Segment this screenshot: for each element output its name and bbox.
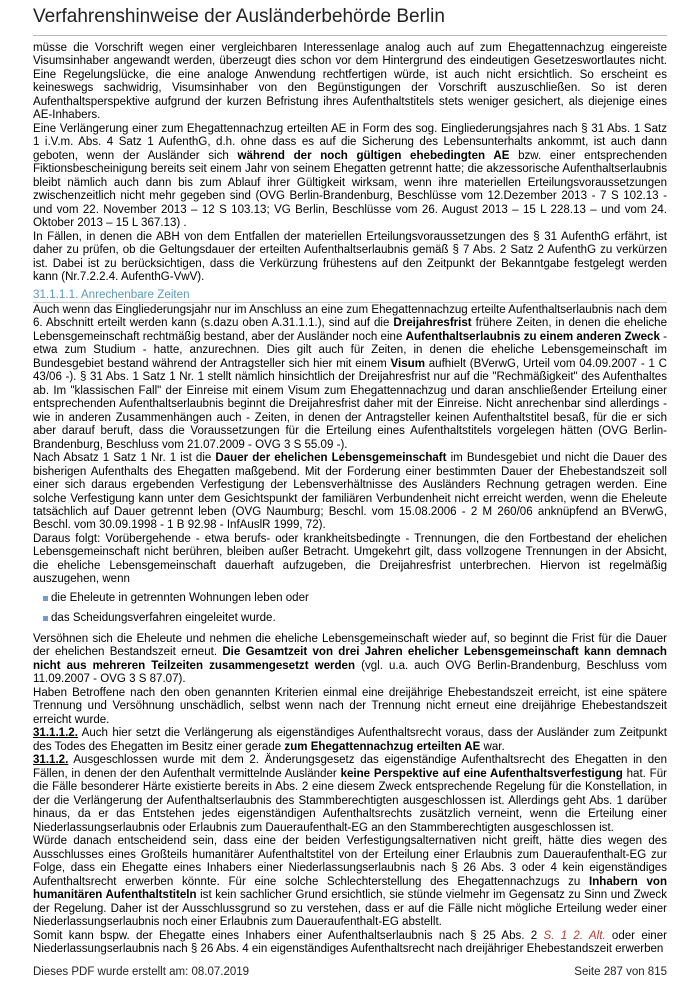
text-run: Auch hier setzt die Verlängerung als eigenständiges Aufenthaltsrecht voraus, dass der Ausländer zum Zeitpunkt des Todes des Ehegatten im Besitz einer gerade <box>33 727 667 753</box>
paragraph <box>33 754 667 835</box>
bold-text: zum Ehegattennachzug erteilten AE <box>284 740 481 753</box>
text-run: bzw. einer entsprechenden Fiktionsbescheinigung bereits seit einem Jahr von seinem Ehegatten getrennt hatte; die akzessorische Aufenthaltserlaubnis bleibt nämlich auch dann bis zum Ablauf ihrer Gültigkeit wirksam, wenn ihre materiellen Erteilungsvoraussetzungen zwischenzeitlich nicht mehr gegeben sind (OVG Berlin-Brandenburg, Beschlüsse vom 12.Dezember 2013 - 7 S 102.13 - und vom 22. November 2013 – 12 S 103.13; VG Berlin, Beschlüsse vom 26. August 2013 – 15 L 228.13 – und vom 24. Oktober 2013 – 15 L 367.13) . <box>33 149 668 230</box>
footer-page-number: Seite 287 von 815 <box>574 966 667 978</box>
highlighted-text: S. 1 2. Alt. <box>543 929 606 942</box>
paragraph <box>33 727 667 754</box>
list-item <box>43 592 667 605</box>
text-run: im Bundesgebiet und nicht die Dauer des bisherigen Aufenthalts des Ehegatten maßgebend. Mit der Forderung einer bestimmten Dauer der Ehebestandszeit soll einer sich daraus ergebenden Verfestigung der Lebensverhältnisse des Ausländers Rechnung getragen werden. Eine solche Verfestigung kann unter dem Gesichtspunkt der familiären Verbundenheit nicht erreicht werden, wenn die Eheleute tatsächlich auf Dauer getrennt leben (OVG Naumburg; Beschl. vom 15.08.2006 - 2 M 260/06 anknüpfend an BVerwG, Beschl. vom 30.09.1998 - 1 B 92.98 - InfAuslR 1999, 72). <box>33 452 667 532</box>
text-run: hat. Für die Fälle besonderer Härte existierte bereits in Abs. 2 eine diesem Zweck entsprechende Regelung für die Konstellation, in der die Verlängerung der Aufenthaltserlaubnis des Stammberechtigten ausgeschlossen ist. Allerdings geht Abs. 1 darüber hinaus, da er das Entstehen jedes eigenständigen Aufenthaltsrechts zusätzlich verneint, wenn die Erteilung einer Niederlassungserlaubnis oder Erlaubnis zum Daueraufenthalt-EG an den Stammberechtigten ausgeschlossen ist. <box>33 767 667 834</box>
text-run: oder einer Niederlassungserlaubnis nach § 26 Abs. 4 ein eigenständiges Aufenthaltsrecht nach dreijähriger Ehebestandszeit erwerben <box>33 929 667 955</box>
text-run: war. <box>480 740 505 753</box>
document-body <box>33 42 667 956</box>
text-run: - etwa zum Studium - hatte, anzurechnen. Dies gilt auch für Zeiten, in denen die eheliche Lebensgemeinschaft im Bundesgebiet bestand während der Antragsteller sich hier mit einem <box>33 330 668 370</box>
bullet-square-icon <box>43 596 48 601</box>
section-number: 31.1.1.2. <box>33 727 78 740</box>
text-run: Versöhnen sich die Eheleute und nehmen die eheliche Lebensgemeinschaft wieder auf, so beginnt die Frist für die Dauer der ehelichen Bestandszeit erneut. <box>33 632 667 659</box>
bullet-list <box>33 592 667 626</box>
list-item-text: die Eheleute in getrennten Wohnungen leben oder <box>51 591 309 604</box>
paragraph <box>33 452 667 533</box>
text-run: Eine Verlängerung einer zum Ehegattennachzug erteilten AE in Form des sog. Eingliederungsjahres nach § 31 Abs. 1 Satz 1 i.V.m. Abs. 4 Satz 1 AufenthG, d.h. ohne dass es auf die Sicherung des Lebensunterhalts ankommt, ist auch dann geboten, wenn der Ausländer sich <box>33 122 667 162</box>
paragraph <box>33 123 667 231</box>
text-run: Würde danach entscheidend sein, dass eine der beiden Verfestigungsalternativen nicht greift, hätte dies wegen des Ausschlusses eines Großteils humanitärer Aufenthaltstitel von der Erteilung einer Erlaubnis zum Daueraufenthalt-EG zur Folge, dass ein Ehegatte eines Inhabers einer Niederlassungserlaubnis nach § 26 Abs. 3 oder 4 kein eigenständiges Aufenthaltsrecht erwerben könnte. Für eine solche Schlechterstellung des Ehegattennachzugs zu <box>33 835 667 888</box>
bold-text: Dreijahresfrist <box>393 317 472 330</box>
text-run: Auch wenn das Eingliederungsjahr nur im Anschluss an eine zum Ehegattennachzug erteilte Aufenthaltserlaubnis nach dem 6. Abschnitt erteilt werden kann (s.dazu oben A.31.1.1.), sind auf die <box>33 303 667 330</box>
document-page <box>33 0 667 990</box>
paragraph: müsse die Vorschrift wegen einer vergleichbaren Interessenlage analog auch auf zum Ehegattennachzug eingereiste Visumsinhaber angewandt werden, überzeugt dies schon vor dem Hintergrund des eindeutigen Gesetzeswortlautes nicht. Eine Regelungslücke, die eine analoge Anwendung rechtfertigen würde, ist auch nicht ersichtlich. So erscheint es keineswegs sachwidrig, Visumsinhaber von den Begünstigungen der Vorschrift auszuschließen. So ist deren Aufenthaltsperspektive aufgrund der kurzen Befristung ihres Aufenthaltstitels stets weniger gesichert, als diejenige eines AE-Inhabers. <box>33 42 667 122</box>
paragraph <box>33 304 667 452</box>
text-run: Somit kann bspw. der Ehegatte eines Inhabers einer Aufenthaltserlaubnis nach § 25 Abs. 2 <box>33 929 544 942</box>
text-run: ist kein sachlicher Grund ersichtlich, sie stünde vielmehr im Gegensatz zu Sinn und Zweck der Regelung. Daher ist der Ausschlussgrund so zu verstehen, dass er auf die Fälle nicht mögliche Erteilung weder einer Niederlassungserlaubnis noch einer Erlaubnis zum Daueraufenthalt-EG abstellt. <box>33 889 667 929</box>
paragraph <box>33 633 667 687</box>
bold-text: Aufenthaltserlaubnis zu einem anderen Zweck <box>405 330 660 343</box>
text-run: (vgl. u.a. auch OVG Berlin-Brandenburg, Beschluss vom 11.09.2007 - OVG 3 S 87.07). <box>33 659 668 686</box>
header-divider <box>33 35 667 36</box>
list-item <box>43 612 667 625</box>
section-number: 31.1.2. <box>33 754 69 767</box>
text-run: frühere Zeiten, in denen die eheliche Lebensgemeinschaft rechtmäßig bestand, aber der Ausländer noch eine <box>33 317 667 343</box>
paragraph <box>33 835 667 929</box>
page-header-title: Verfahrenshinweise der Ausländerbehörde Berlin <box>33 6 445 27</box>
paragraph: In Fällen, in denen die ABH von dem Entfallen der materiellen Erteilungsvoraussetzungen des § 31 AufenthG erfährt, ist daher zu prüfen, ob die Geltungsdauer der erteilten Aufenthaltserlaubnis gemäß § 7 Abs. 2 Satz 2 AufenthG zu verkürzen ist. Dabei ist zu berücksichtigen, dass die Verkürzung frühestens auf den Zeitpunkt der Bekanntgabe festgelegt werden kann (Nr.7.2.2.4. AufenthG-VwV). <box>33 230 667 284</box>
bold-text: Visum <box>390 357 425 370</box>
text-run: Nach Absatz 1 Satz 1 Nr. 1 ist die <box>33 452 216 465</box>
paragraph <box>33 930 667 957</box>
list-item-text: das Scheidungsverfahren eingeleitet wurde. <box>51 612 276 625</box>
bold-text: Die Gesamtzeit von drei Jahren ehelicher Lebensgemeinschaft kann demnach nicht aus mehreren Teilzeiten zusammengesetzt werden <box>33 646 667 672</box>
bullet-square-icon <box>43 616 48 621</box>
bold-text: keine Perspektive auf eine Aufenthaltsverfestigung <box>340 767 623 780</box>
section-heading-block <box>33 287 667 304</box>
bold-text: während der noch gültigen ehebedingten AE <box>237 149 510 162</box>
section-heading: 31.1.1.1. Anrechenbare Zeiten <box>33 287 190 301</box>
paragraph: Daraus folgt: Vorübergehende - etwa berufs- oder krankheitsbedingte - Trennungen, die den Fortbestand der ehelichen Lebensgemeinschaft nicht berühren, bleiben außer Betracht. Umgekehrt gilt, dass vollzogene Trennungen in der Absicht, die eheliche Lebensgemeinschaft dauerhaft aufzugeben, die Dreijahresfrist unterbrechen. Hiervon ist regelmäßig auszugehen, wenn <box>33 532 667 586</box>
section-divider <box>33 302 667 303</box>
text-run: aufhielt (BVerwG, Urteil vom 04.09.2007 - 1 C 43/06 -). § 31 Abs. 1 Satz 1 Nr. 1 stellt nämlich hinsichtlich der Dreijahresfrist nur auf die "Rechmäßigkeit" des Aufenthaltes ab. Im "klassischen Fall" der Einreise mit einem Visum zum Ehegattennachzug und daran anschließender Erteilung einer entsprechenden Aufenthaltserlaubnis beginnt die Dreijahresfrist daher mit der Einreise. Nicht anrechenbar sind allerdings - wie in anderen Zusammenhängen auch - Zeiten, in denen der Antragsteller keinen Aufenthaltstitel besaß, für die er sich aber darauf beruft, dass die Voraussetzungen für die Erteilung eines Aufenthaltstitels vorgelegen hätten (OVG Berlin-Brandenburg, Beschluss vom 21.07.2009 - OVG 3 S 55.09 -). <box>33 357 667 451</box>
footer-created-date: Dieses PDF wurde erstellt am: 08.07.2019 <box>33 966 250 978</box>
bold-text: Inhabern von humanitären Aufenthaltstiteln <box>33 875 667 902</box>
text-run: Ausgeschlossen wurde mit dem 2. Änderungsgesetz das eigenständige Aufenthaltsrecht des Ehegatten in den Fällen, in denen der den Aufenthalt vermittelnde Ausländer <box>33 754 667 780</box>
bold-text: Dauer der ehelichen Lebensgemeinschaft <box>215 452 447 465</box>
paragraph: Haben Betroffene nach den oben genannten Kriterien einmal eine dreijährige Ehebestandszeit erreicht, ist eine spätere Trennung und Versöhnung unschädlich, selbst wenn nach der Trennung nicht erneut eine dreijährige Ehebestandszeit erreicht wurde. <box>33 686 667 726</box>
